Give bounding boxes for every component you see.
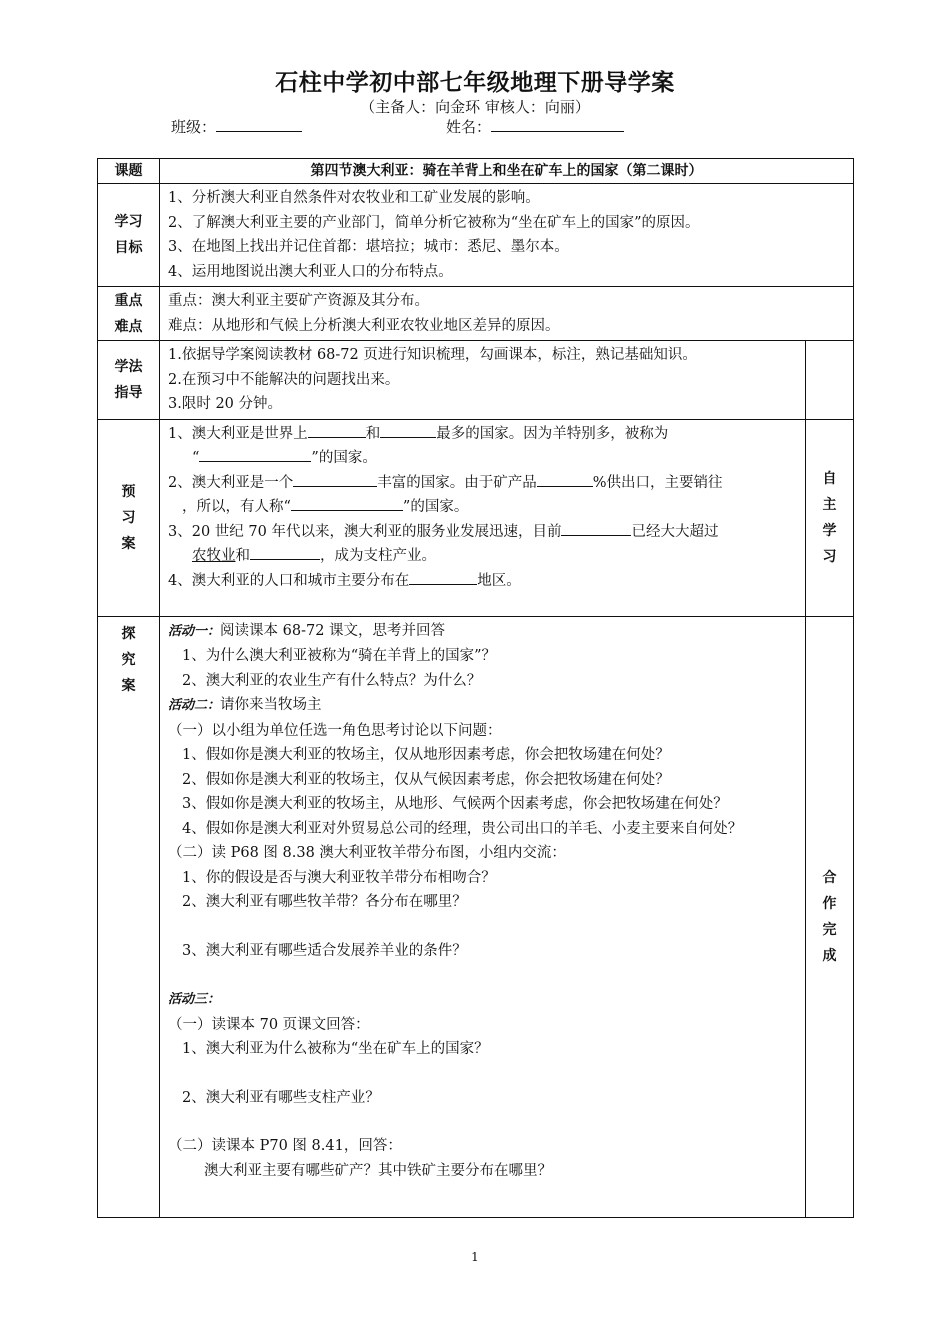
key-label-cell xyxy=(98,287,160,341)
activity-2-question: 3、澳大利亚有哪些适合发展养羊业的条件？ xyxy=(182,942,467,959)
q1-text: ”的国家。 xyxy=(311,450,377,466)
activity-1-title: 活动一： xyxy=(168,623,221,639)
key-point: 重点：澳大利亚主要矿产资源及其分布。 xyxy=(168,293,429,309)
name-blank[interactable] xyxy=(491,117,624,132)
q2-text: 2、澳大利亚是一个 xyxy=(168,474,294,491)
preview-question-3-cont xyxy=(168,544,799,569)
activity-3-part-2: （二）读课本 P70 图 8.41，回答： xyxy=(168,1138,402,1154)
q3-text: 农牧业 xyxy=(192,548,236,564)
document-title: 石柱中学初中部七年级地理下册导学案 xyxy=(275,70,675,96)
name-label: 姓名： xyxy=(446,118,492,136)
q2-text: ，所以，有人称“ xyxy=(182,499,291,515)
q1-blank-2[interactable] xyxy=(380,422,436,438)
topic-row xyxy=(98,159,854,184)
activity-1-question: 2、澳大利亚的农业生产有什么特点？为什么？ xyxy=(182,672,482,689)
q2-text: ”的国家。 xyxy=(402,499,469,515)
q2-blank-2[interactable] xyxy=(537,471,593,487)
explore-row xyxy=(98,616,854,1217)
activity-2-question: 1、假如你是澳大利亚的牧场主，仅从地形因素考虑，你会把牧场建在何处？ xyxy=(182,747,670,763)
preview-question-4 xyxy=(168,569,799,594)
q4-blank-1[interactable] xyxy=(409,569,477,585)
q1-text: 和 xyxy=(365,425,381,442)
q3-blank-2[interactable] xyxy=(250,544,320,560)
explore-label: 探究案 xyxy=(121,625,136,694)
class-blank[interactable] xyxy=(216,117,302,132)
activity-3-question: 1、澳大利亚为什么被称为“坐在矿车上的国家？ xyxy=(182,1041,489,1057)
preview-question-1-cont xyxy=(168,446,799,471)
explore-content xyxy=(160,616,806,1217)
goal-item: 1、分析澳大利亚自然条件对农牧业和工矿业发展的影响。 xyxy=(168,190,540,206)
preview-question-2-cont xyxy=(168,495,799,520)
preview-question-3 xyxy=(168,520,799,545)
goal-item: 4、运用地图说出澳大利亚人口的分布特点。 xyxy=(168,263,453,280)
preview-label-cell xyxy=(98,419,160,616)
q2-blank-1[interactable] xyxy=(293,471,377,487)
q2-blank-3[interactable] xyxy=(291,495,403,511)
goals-content xyxy=(160,184,854,287)
method-content xyxy=(160,341,806,420)
q2-text: %供出口，主要销往 xyxy=(592,474,723,491)
activity-2-question: 3、假如你是澳大利亚的牧场主，从地形、气候两个因素考虑，你会把牧场建在何处？ xyxy=(182,796,728,812)
q1-text: “ xyxy=(192,450,200,466)
activity-2-part-2: （二）读 P68 图 8.38 澳大利亚牧羊带分布图，小组内交流： xyxy=(168,845,566,861)
topic-value: 第四节澳大利亚：骑在羊背上和坐在矿车上的国家（第二课时） xyxy=(160,159,854,184)
key-content xyxy=(160,287,854,341)
explore-side-label: 合作完成 xyxy=(822,869,837,964)
activity-3-question: 2、澳大利亚有哪些支柱产业？ xyxy=(182,1089,380,1106)
preview-question-1 xyxy=(168,422,799,447)
study-guide-table xyxy=(97,158,854,1218)
activity-2-question: 2、假如你是澳大利亚的牧场主，仅从气候因素考虑，你会把牧场建在何处？ xyxy=(182,771,670,788)
key-label: 重点难点 xyxy=(114,292,143,335)
method-item: 2.在预习中不能解决的问题找出来。 xyxy=(168,371,400,388)
q4-text: 4、澳大利亚的人口和城市主要分布在 xyxy=(168,572,410,589)
q1-blank-3[interactable] xyxy=(199,446,311,462)
explore-side-cell xyxy=(806,616,854,1217)
explore-label-cell xyxy=(98,616,160,1217)
activity-3-part-1: （一）读课本 70 页课文回答： xyxy=(168,1016,370,1033)
q1-text: 最多的国家。因为羊特别多，被称为 xyxy=(436,425,669,442)
preview-row xyxy=(98,419,854,616)
page-number: 1 xyxy=(471,1250,479,1264)
q3-text: 和 xyxy=(235,548,250,564)
q3-text: 已经大大超过 xyxy=(631,523,719,540)
activity-3-heading xyxy=(168,987,799,1013)
preview-question-2 xyxy=(168,471,799,496)
topic-label: 课题 xyxy=(98,159,160,184)
q3-blank-1[interactable] xyxy=(561,520,631,536)
q3-text: ，成为支柱产业。 xyxy=(320,548,436,564)
q3-text: 3、20 世纪 70 年代以来，澳大利亚的服务业发展迅速，目前 xyxy=(168,523,562,540)
method-label: 学法指导 xyxy=(114,358,143,401)
preview-label: 预习案 xyxy=(121,483,136,552)
preview-side-label: 自主学习 xyxy=(822,470,837,565)
difficult-point: 难点：从地形和气候上分析澳大利亚农牧业地区差异的原因。 xyxy=(168,317,560,334)
name-field xyxy=(446,116,624,137)
activity-2-title: 活动二： xyxy=(168,698,221,713)
activity-2-question: 1、你的假设是否与澳大利亚牧羊带分布相吻合？ xyxy=(182,869,496,886)
method-item: 3.限时 20 分钟。 xyxy=(168,396,283,412)
activity-1-question: 1、为什么澳大利亚被称为“骑在羊背上的国家”？ xyxy=(182,648,497,664)
key-points-row xyxy=(98,287,854,341)
activity-1-heading xyxy=(168,619,799,645)
activity-2-question: 2、澳大利亚有哪些牧羊带？各分布在哪里？ xyxy=(182,894,467,910)
activity-2-heading xyxy=(168,693,799,719)
activity-2-part-1: （一）以小组为单位任选一角色思考讨论以下问题： xyxy=(168,722,502,739)
goals-row xyxy=(98,184,854,287)
q1-blank-1[interactable] xyxy=(308,422,366,438)
class-field xyxy=(171,116,302,137)
class-label: 班级： xyxy=(171,118,217,136)
goal-item: 2、了解澳大利亚主要的产业部门，简单分析它被称为“坐在矿车上的国家”的原因。 xyxy=(168,214,700,231)
activity-3-question: 澳大利亚主要有哪些矿产？其中铁矿主要分布在哪里？ xyxy=(204,1162,552,1179)
activity-2-question: 4、假如你是澳大利亚对外贸易总公司的经理，贵公司出口的羊毛、小麦主要来自何处？ xyxy=(182,820,743,837)
document-subtitle: （主备人：向金环 审核人：向丽） xyxy=(360,98,590,116)
activity-1-text: 阅读课本 68-72 课文，思考并回答 xyxy=(220,622,446,639)
q1-text: 1、澳大利亚是世界上 xyxy=(168,425,308,442)
activity-3-title: 活动三： xyxy=(168,992,221,1007)
preview-side-cell xyxy=(806,419,854,616)
activity-2-text: 请你来当牧场主 xyxy=(220,697,322,713)
method-item: 1.依据导学案阅读教材 68-72 页进行知识梳理，勾画课本，标注，熟记基础知识。 xyxy=(168,347,697,363)
q4-text: 地区。 xyxy=(477,572,521,589)
goals-label: 学习目标 xyxy=(114,214,143,256)
goal-item: 3、在地图上找出并记住首都：堪培拉；城市：悉尼、墨尔本。 xyxy=(168,239,569,255)
preview-content xyxy=(160,419,806,616)
q2-text: 丰富的国家。由于矿产品 xyxy=(377,474,537,491)
goals-label-cell xyxy=(98,184,160,287)
method-side-cell xyxy=(806,341,854,420)
method-row xyxy=(98,341,854,420)
method-label-cell xyxy=(98,341,160,420)
